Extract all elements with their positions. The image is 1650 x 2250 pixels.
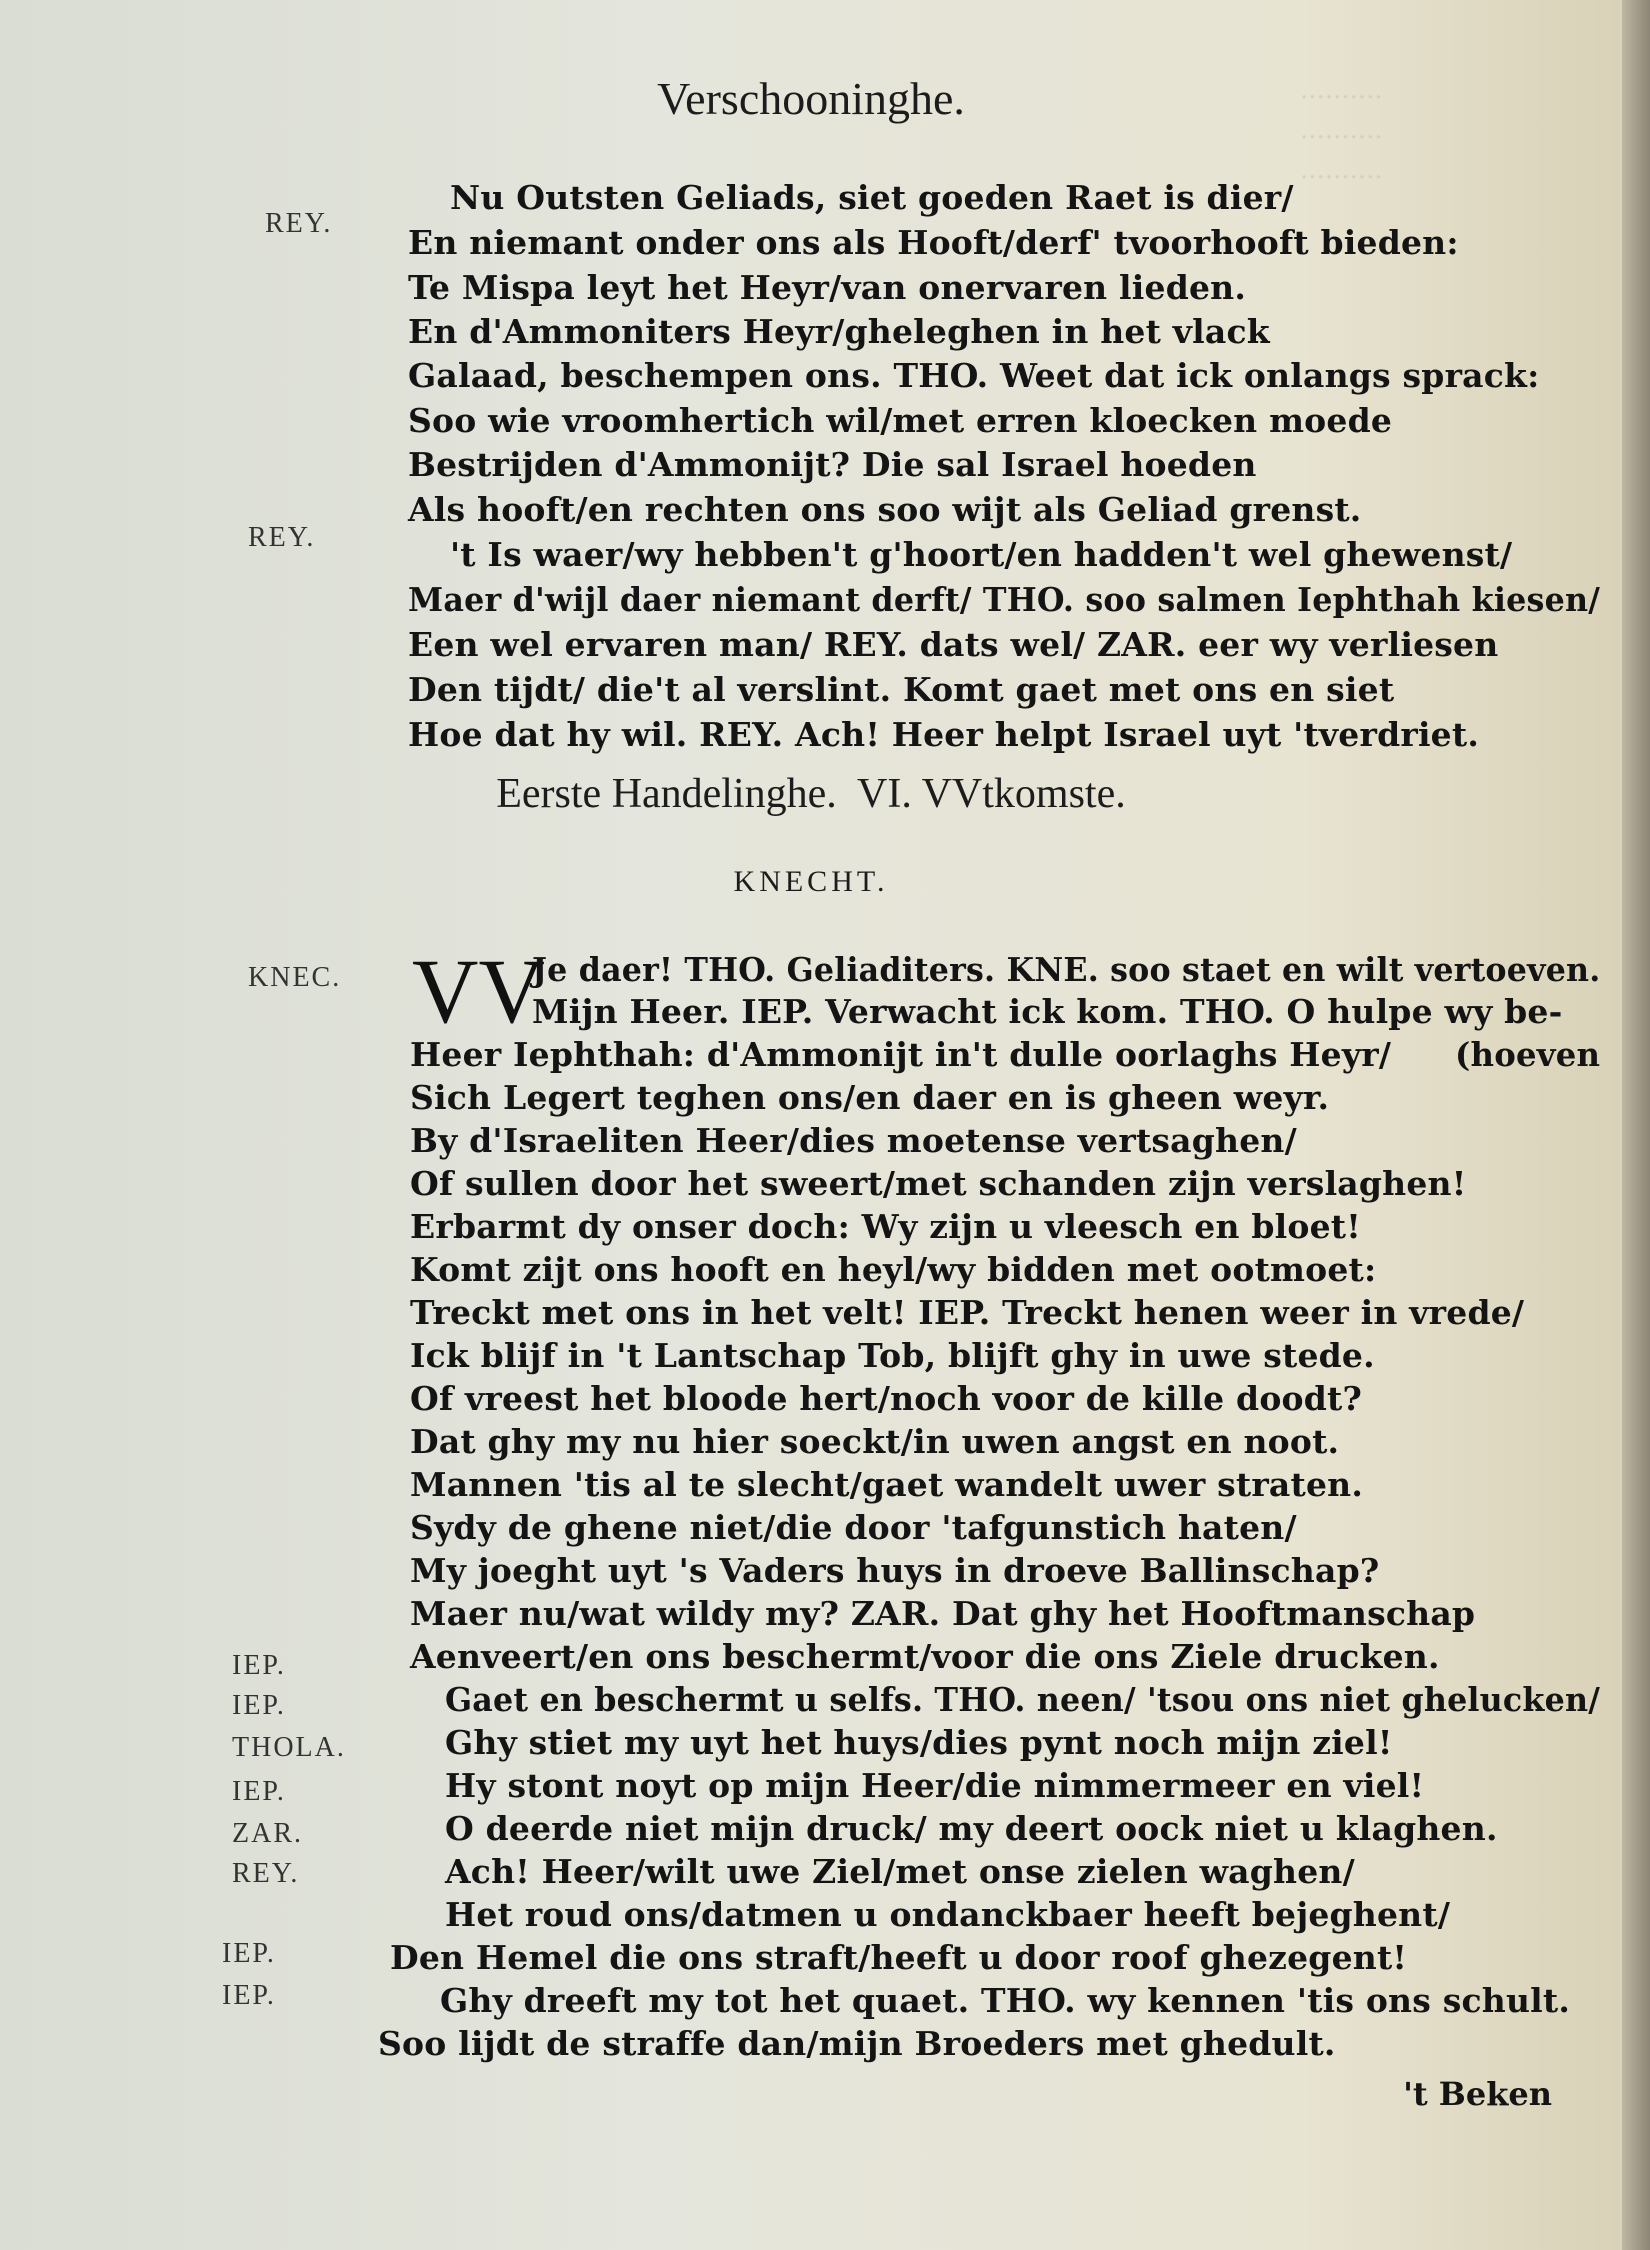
verse-line: (hoeven [1455, 1035, 1601, 1074]
verse-line: Mannen 'tis al te slecht/gaet wandelt uwer straten. [410, 1465, 1364, 1504]
verse-line: By d'Israeliten Heer/dies moetense vertsaghen/ [410, 1121, 1297, 1160]
verse-line: Mijn Heer. IEP. Verwacht ick kom. THO. O hulpe wy be- [532, 992, 1563, 1031]
act-heading: Eerste Handelinghe. VI. VVtkomste. [496, 771, 1126, 817]
verse-line: Soo wie vroomhertich wil/met erren kloecken moede [408, 401, 1393, 440]
verse-line: Bestrijden d'Ammonijt? Die sal Israel hoeden [408, 445, 1257, 484]
speaker-label: REY. [265, 208, 333, 239]
verse-line: Maer nu/wat wildy my? ZAR. Dat ghy het Hooftmanschap [410, 1594, 1476, 1633]
verse-line: Of sullen door het sweert/met schanden zijn verslaghen! [410, 1164, 1467, 1203]
verse-line: Erbarmt dy onser doch: Wy zijn u vleesch en bloet! [410, 1207, 1361, 1246]
drop-capital: VV [412, 940, 545, 1042]
verse-line: Soo lijdt de straffe dan/mijn Broeders met ghedult. [378, 2024, 1336, 2063]
verse-line: Komt zijt ons hooft en heyl/wy bidden met ootmoet: [410, 1250, 1377, 1289]
verse-line: O deerde niet mijn druck/ my deert oock niet u klaghen. [445, 1809, 1498, 1848]
speaker-label: IEP. [232, 1650, 286, 1681]
verse-line: Sich Legert teghen ons/en daer en is gheen weyr. [410, 1078, 1330, 1117]
speaker-label: THOLA. [232, 1732, 346, 1763]
verse-line: Ach! Heer/wilt uwe Ziel/met onse zielen waghen/ [445, 1852, 1355, 1891]
verse-line: Een wel ervaren man/ REY. dats wel/ ZAR. eer wy verliesen [408, 625, 1499, 664]
character-heading: KNECHT. [733, 865, 889, 898]
speaker-label: IEP. [222, 1980, 276, 2011]
verse-line: Nu Outsten Geliads, siet goeden Raet is dier/ [450, 178, 1294, 217]
verse-line: Ick blijf in 't Lantschap Tob, blijft ghy in uwe stede. [410, 1336, 1375, 1375]
speaker-label: REY. [232, 1858, 300, 1889]
verse-line: Heer Iephthah: d'Ammonijt in't dulle oorlaghs Heyr/ [410, 1035, 1392, 1074]
verse-line: Je daer! THO. Geliaditers. KNE. soo staet en wilt vertoeven. [532, 950, 1601, 989]
verse-line: Te Mispa leyt het Heyr/van onervaren lieden. [408, 268, 1247, 307]
verse-line: Hoe dat hy wil. REY. Ach! Heer helpt Israel uyt 'tverdriet. [408, 715, 1480, 754]
bleed-through-text: .......... .......... .......... [1300, 75, 1383, 185]
verse-line: Ghy dreeft my tot het quaet. THO. wy kennen 'tis ons schult. [440, 1981, 1571, 2020]
speaker-label: REY. [248, 522, 316, 553]
speaker-label: IEP. [232, 1690, 286, 1721]
verse-line: Den tijdt/ die't al verslint. Komt gaet met ons en siet [408, 670, 1395, 709]
verse-line: Gaet en beschermt u selfs. THO. neen/ 'tsou ons niet ghelucken/ [445, 1680, 1600, 1719]
verse-line: 't Is waer/wy hebben't g'hoort/en hadden't wel ghewenst/ [450, 535, 1513, 574]
verse-line: Als hooft/en rechten ons soo wijt als Geliad grenst. [408, 490, 1362, 529]
speaker-label: KNEC. [248, 962, 342, 993]
verse-line: Het roud ons/datmen u ondanckbaer heeft bejeghent/ [445, 1895, 1451, 1934]
verse-line: Dat ghy my nu hier soeckt/in uwen angst en noot. [410, 1422, 1340, 1461]
verse-line: My joeght uyt 's Vaders huys in droeve Ballinschap? [410, 1551, 1380, 1590]
verse-line: Treckt met ons in het velt! IEP. Treckt henen weer in vrede/ [410, 1293, 1525, 1332]
verse-line: Maer d'wijl daer niemant derft/ THO. soo salmen Iephthah kiesen/ [408, 580, 1601, 619]
catchword: 't Beken [1403, 2075, 1552, 2113]
speaker-label: IEP. [232, 1776, 286, 1807]
verse-line: Sydy de ghene niet/die door 'tafgunstich haten/ [410, 1508, 1297, 1547]
page-title: Verschooninghe. [657, 73, 965, 124]
speaker-label: IEP. [222, 1938, 276, 1969]
book-edge [1622, 0, 1650, 2250]
verse-line: Aenveert/en ons beschermt/voor die ons Ziele drucken. [410, 1637, 1440, 1676]
verse-line: Galaad, beschempen ons. THO. Weet dat ick onlangs sprack: [408, 356, 1540, 395]
speaker-label: ZAR. [232, 1818, 303, 1849]
verse-line: Hy stont noyt op mijn Heer/die nimmermeer en viel! [445, 1766, 1425, 1805]
verse-line: En niemant onder ons als Hooft/derf' tvoorhooft bieden: [408, 223, 1459, 262]
verse-line: En d'Ammoniters Heyr/gheleghen in het vlack [408, 312, 1270, 351]
verse-line: Of vreest het bloode hert/noch voor de kille doodt? [410, 1379, 1362, 1418]
verse-line: Ghy stiet my uyt het huys/dies pynt noch mijn ziel! [445, 1723, 1393, 1762]
verse-line: Den Hemel die ons straft/heeft u door roof ghezegent! [390, 1938, 1408, 1977]
